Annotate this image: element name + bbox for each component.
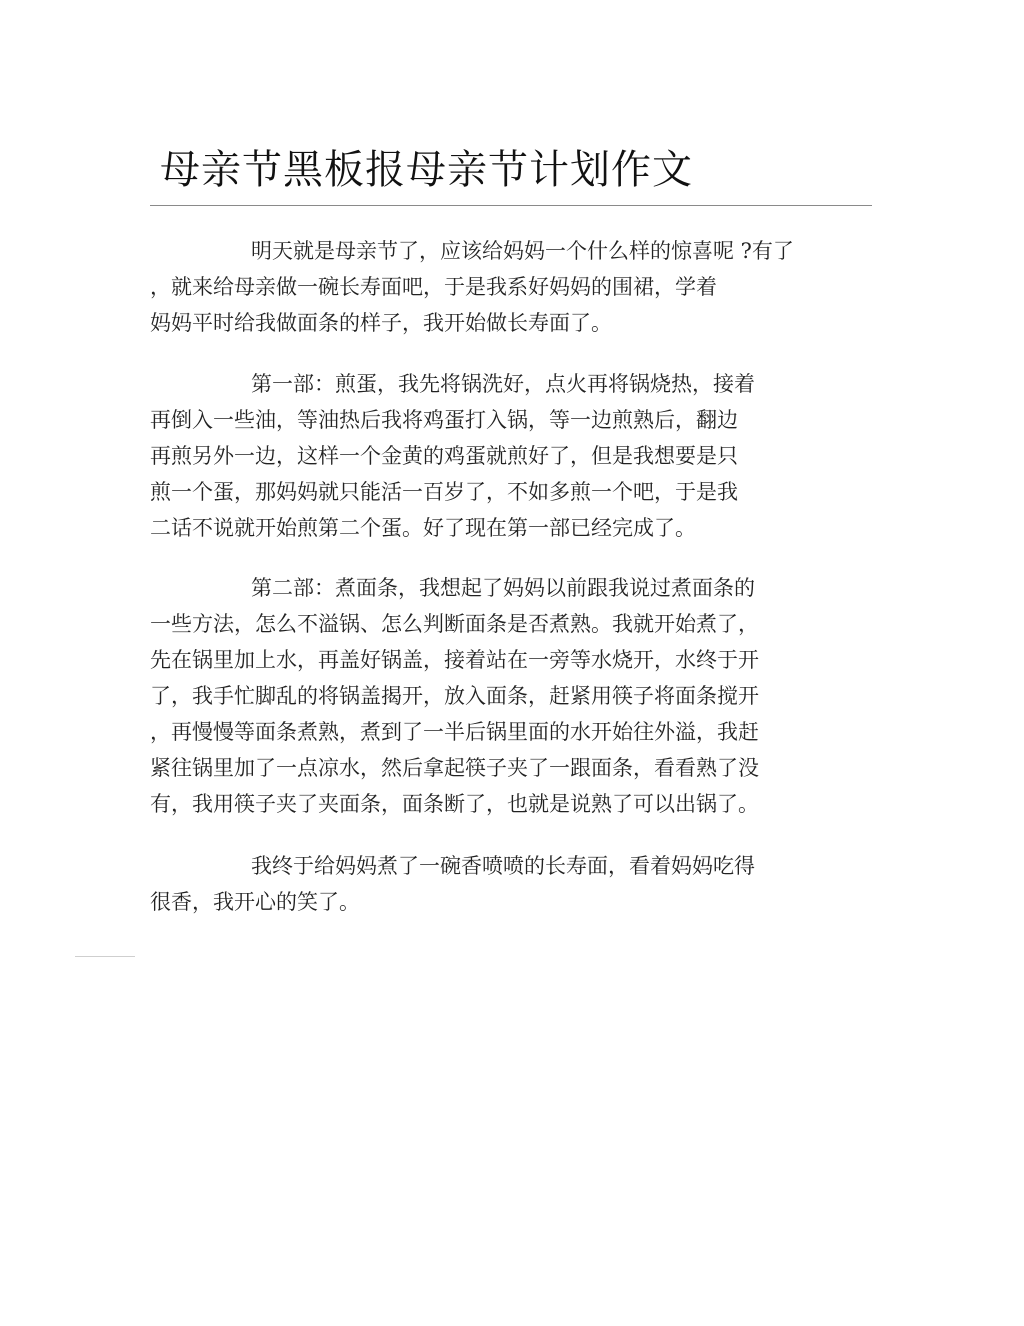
paragraph-conclusion <box>150 848 850 920</box>
paragraph-line: 二话不说就开始煎第二个蛋。好了现在第一部已经完成了。 <box>150 516 696 540</box>
paragraph-intro <box>150 233 850 341</box>
paragraph-line: 很香，我开心的笑了。 <box>150 890 360 914</box>
paragraph-step-two <box>150 570 850 822</box>
paragraph-line: 有，我用筷子夹了夹面条，面条断了，也就是说熟了可以出锅了。 <box>150 792 759 816</box>
paragraph-line: 明天就是母亲节了，应该给妈妈一个什么样的惊喜呢 ?有了 <box>251 239 794 263</box>
paragraph-line: 第一部：煎蛋，我先将锅洗好，点火再将锅烧热，接着 <box>251 372 755 396</box>
paragraph-line: ，再慢慢等面条煮熟，煮到了一半后锅里面的水开始往外溢，我赶 <box>150 720 759 744</box>
paragraph-line: 一些方法，怎么不溢锅、怎么判断面条是否煮熟。我就开始煮了， <box>150 612 759 636</box>
paragraph-step-one <box>150 366 850 546</box>
paragraph-line: 再煎另外一边，这样一个金黄的鸡蛋就煎好了，但是我想要是只 <box>150 444 738 468</box>
paragraph-line: 紧往锅里加了一点凉水，然后拿起筷子夹了一跟面条，看看熟了没 <box>150 756 759 780</box>
paragraph-line: 第二部：煮面条，我想起了妈妈以前跟我说过煮面条的 <box>251 576 755 600</box>
paragraph-line: 煎一个蛋，那妈妈就只能活一百岁了，不如多煎一个吧，于是我 <box>150 480 738 504</box>
page-footer-mark <box>75 956 135 957</box>
paragraph-line: 再倒入一些油，等油热后我将鸡蛋打入锅，等一边煎熟后，翻边 <box>150 408 738 432</box>
page-title: 母亲节黑板报母亲节计划作文 <box>160 147 693 193</box>
paragraph-line: 我终于给妈妈煮了一碗香喷喷的长寿面，看着妈妈吃得 <box>251 854 755 878</box>
title-divider <box>150 205 872 206</box>
paragraph-line: 了，我手忙脚乱的将锅盖揭开，放入面条，赶紧用筷子将面条搅开 <box>150 684 759 708</box>
paragraph-line: 妈妈平时给我做面条的样子，我开始做长寿面了。 <box>150 311 612 335</box>
paragraph-line: 先在锅里加上水，再盖好锅盖，接着站在一旁等水烧开，水终于开 <box>150 648 759 672</box>
paragraph-line: ，就来给母亲做一碗长寿面吧，于是我系好妈妈的围裙，学着 <box>150 275 717 299</box>
